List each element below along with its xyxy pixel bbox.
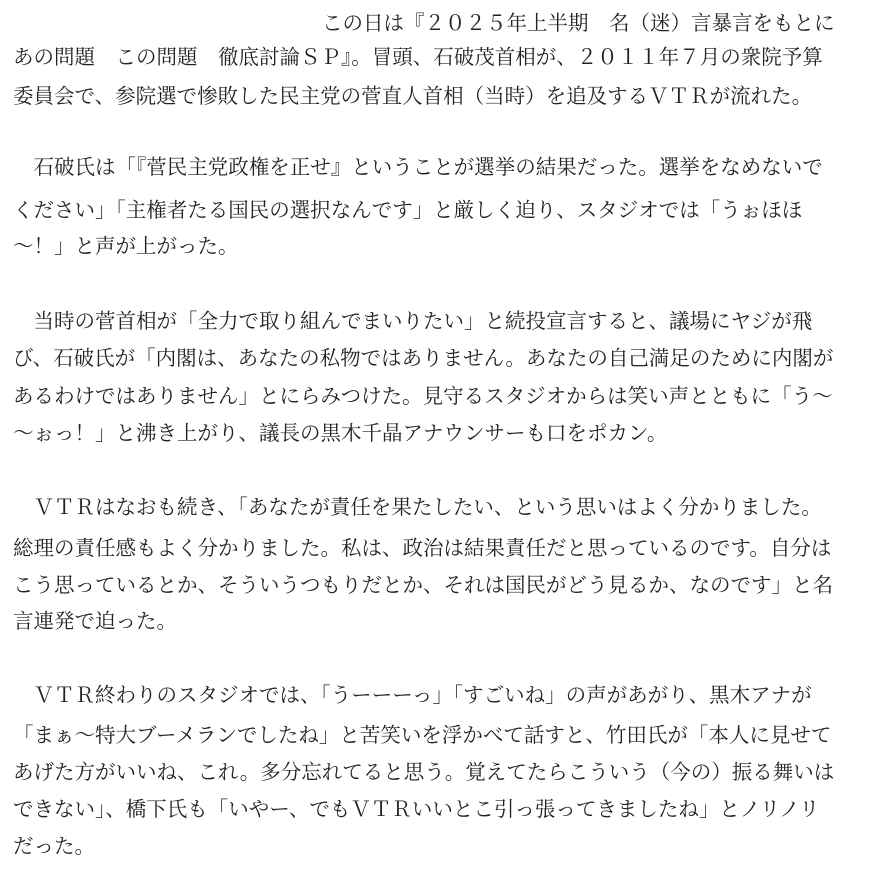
text-line-9: あるわけではありません」とにらみつけた。見守るスタジオからは笑い声とともに「う～ (13, 384, 833, 408)
text-line-18: できない」、橋下氏も「いやー、でもＶＴＲいいとこ引っ張ってきましたね」とノリノリ (13, 797, 820, 821)
text-line-13: こう思っているとか、そういうつもりだとか、それは国民がどう見るか、なのです」と名 (13, 573, 833, 597)
text-line-12: 総理の責任感もよく分かりました。私は、政治は結果責任だと思っているのです。自分は (13, 536, 832, 560)
text-line-8: び、石破氏が「内閣は、あなたの私物ではありません。あなたの自己満足のために内閣が (13, 346, 834, 370)
text-line-16: 「まぁ～特大ブーメランでしたね」と苦笑いを浮かべて話すと、竹田氏が「本人に見せて (13, 723, 832, 747)
text-line-7: 当時の菅首相が「全力で取り組んでまいりたい」と続投宣言すると、議場にヤジが飛 (13, 309, 813, 333)
text-line-3: 委員会で、参院選で惨敗した民主党の菅直人首相（当時）を追及するＶＴＲが流れた。 (13, 84, 813, 108)
text-line-2: あの問題 この問題 徹底討論ＳＰ』。冒頭、石破茂首相が、２０１１年７月の衆院予算 (13, 45, 823, 69)
text-line-5: ください」「主権者たる国民の選択なんです」と厳しく迫り、スタジオでは「うぉほほ (13, 198, 803, 222)
text-line-10: ～ぉっ！」と沸き上がり、議長の黒木千晶アナウンサーも口をポカン。 (13, 421, 668, 445)
text-line-14: 言連発で迫った。 (13, 609, 177, 633)
text-line-6: ～！」と声が上がった。 (13, 234, 239, 258)
text-line-15: ＶＴＲ終わりのスタジオでは、「うーーーっ」「すごいね」の声があがり、黒木アナが (13, 683, 812, 707)
text-line-19: だった。 (13, 834, 95, 858)
text-line-4: 石破氏は「『菅民主党政権を正せ』ということが選挙の結果だった。選挙をなめないで (13, 155, 823, 179)
text-line-17: あげた方がいいね、これ。多分忘れてると思う。覚えてたらこういう（今の）振る舞いは (13, 760, 835, 784)
text-line-1: この日は『２０２５年上半期 名（迷）言暴言をもとに (322, 11, 835, 35)
text-line-11: ＶＴＲはなおも続き、「あなたが責任を果たしたい、という思いはよく分かりました。 (13, 495, 822, 519)
